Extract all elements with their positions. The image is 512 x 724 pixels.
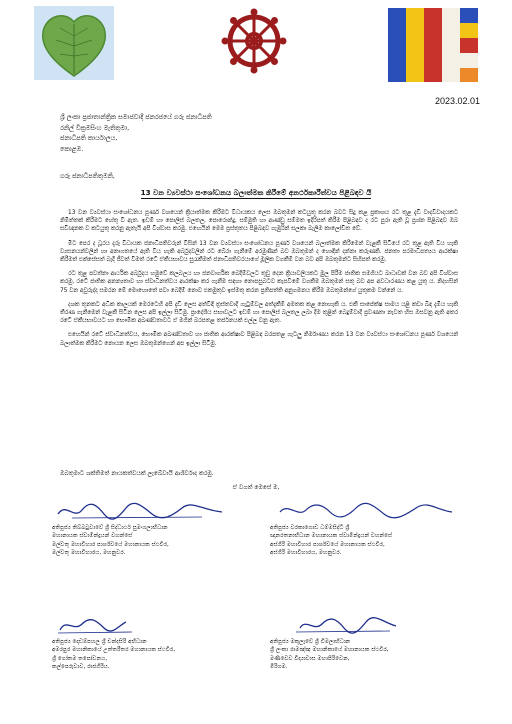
signatory-line: අතිපූජ්‍ය වරකාගොඩ ධම්මසිද්ධි ශ්‍රී: [270, 525, 350, 531]
letter-date: 2023.02.01: [434, 96, 480, 106]
dharma-wheel-icon: [221, 8, 287, 74]
signatory-line: අතිපූජ්‍ය තිබ්බටුවාවේ ශ්‍රී සිද්ධාර්ථ සුමංගලාභිධාන: [52, 525, 168, 531]
signatory-line: මිරිගම.: [270, 664, 288, 671]
body-paragraph: මීට පෙර ද ධූරය දැරූ විධායක ජනාධිපතිවරුන් විසින් 13 වන ව්‍යවස්ථා සංශෝධනය පූර්ණ වශයෙන් බලාත්මක කිරීමෙන් වැළකී සිටියේ රට තුළ ඇති විය හැකි ව්‍යසනයන්වලින් හා අනාගතයේ ඇති විය හැකි අර්බුදවලින් රට බේරා ගැනීමේ අරමුණින් බව ඔබතුමන් ද හොඳින් දන්නා කරුණකි. ජනතා පරමාධිපත්‍යය ආරක්ෂා කිරීමත් එක්සේසත් බැදී ජීවත් වීමත් රටේ ඒකීයභාවය සුරැකීමත් ජනාධිපතිවරයාගේ මූලික වගකීම් වන බව අපි ඔබතුමන්ට සිහිපත් කරමු.: [60, 240, 458, 264]
signatory-line: කල්පෙරුවාව, රාජගිරිය.: [52, 664, 110, 671]
closing-phrase: ඒ වගත් මෙසේ ම,: [232, 484, 280, 491]
body-paragraph: 13 වන ව්‍යවස්ථා සංශෝධනය පූර්ණ වශයෙන් ක්‍රියාත්මක කිරීමට විධායකය ලෙස ඔබතුමන් කටයුතු කරන බවට සිදු කළ ප්‍රකාශය රට තුළ දැඩි වාදවිවාදයකට නිමිත්තක් කිරීමට හේතු වී ඇත. ඉඩම් හා පොලිස් බලතල, පොරොන්දු, සම්මුති හා ආණ්ඩු සම්මත ඉදිරිපත් කිරීම පිළිබඳව ද රට පුරා ඇති වූ ප්‍රශ්න පිළිබඳව ඔබ සවිඥානක ව කටයුතු කරනු ඇතැයි අපි විශ්වාස කරමු. එහෙයින් මෙම ප්‍රස්තුතය පිළිබඳව ගැඹුරින් සලකා බැලීම කාලෝචිත වේ.: [60, 210, 458, 233]
addressee-line: රනිල් වික්‍රමසිංහ මැතිතුමා,: [60, 123, 130, 132]
bodhi-leaf-icon: [34, 6, 114, 80]
addressee-line: ශ්‍රී ලංකා ප්‍රජාතාන්ත්‍රික සමාජවාදී ජනරජයේ ගරු ජනාධිපති: [60, 113, 212, 121]
addressee-line: ජනාධිපති කාර්යාලය,: [60, 134, 118, 142]
signature-block-asgiri: [270, 500, 480, 558]
signatory-line: අතිපූජ්‍ය දොඩම්පහල ශ්‍රී චන්දසිරි අභිධාන: [52, 639, 147, 645]
handwritten-signature: [270, 500, 480, 522]
signatory-line: මල්වතු මහාවිහාර පාර්ශ්වයේ මහානායක ස්ථවිර,: [52, 541, 169, 548]
signature-block-amarapura: [52, 614, 252, 672]
subject-text: 13 වන ව්‍යවස්ථා සංශෝධනය බලාත්මක කිරීමේ අනර්ථකාරීත්වය පිළිබඳව යි: [140, 188, 372, 197]
body-paragraph: එහෙයින් රටේ ස්වාධීනත්වය, භෞමික අඛණ්ඩතාව හා ජාතික ආරක්ෂාව පිළිබඳ බරපතළ ගැටලු නිර්මාණය කරන 13 වන ව්‍යවස්ථා සංශෝධනය පූර්ණ වශයෙන් බලාත්මක කිරීමට නොයන ලෙස ඔබතුමන්ගෙන් අප ඉල්ලා සිටිමු.: [60, 332, 458, 347]
signatory-line: මහානායක ස්වාමීන්ද්‍රයන් වහන්සේ: [52, 533, 133, 540]
closing-blessing: ඔබතුමාට ශක්තිමත් නායකත්වයක් ලැබේවායි ආශිර්වාද කරමු.: [60, 470, 214, 477]
signatory-line: ශ්‍රී ගෝතම තපෝවනය,: [52, 655, 108, 662]
handwritten-signature: [52, 500, 252, 522]
body-paragraph: දශක තුනකට අධික කාලයක් මෙරටෙහි අපි දැඩි ලෙස අත්විඳි ත්‍රස්තවාදී ගැටුම්වල අත්දැකීම් අමතක කළ නොහැකි ය. එකී සාපේක්ෂ සාමය යළි කඩා බිඳ දැමිය හැකි තීරණ ගැනීමෙන් වැළකී සිටින ලෙස අපි ඉල්ලා සිටිමු. ප්‍රාදේශීය සභාවලට ඉඩම් හා පොලිස් බලතල ලබා දීම තුළින් බෙදුම්වාදී ප්‍රවණතා නැවත හිස ඔසවනු ඇති අතර රටේ ඒකීයභාවයට හා භෞමික අඛණ්ඩතාවට ඒ මගින් බරපතළ තර්ජනයක් එල්ල වනු ඇත.: [60, 301, 458, 325]
buddhist-flag-icon: [388, 8, 478, 82]
signatory-line: ශ්‍රී ලංකා රාමඤ්ඤ මහානිකායේ මහානායක ස්ථවිර,: [270, 647, 389, 654]
signatory-line: අමරපුර මහානිකායේ උත්තරීතර මහානායක ස්ථවිර,: [52, 647, 176, 654]
handwritten-signature: [52, 614, 252, 636]
signatory-line: අස්ගිරි මහාවිහාරය, මහනුවර.: [270, 550, 342, 557]
signatory-line: අස්ගිරි මහාවිහාර පාර්ශ්වයේ මහානායක ස්ථවිර,: [270, 541, 385, 548]
signatory-line: ඥානරතනාභිධාන මහානායක ස්වාමීන්ද්‍රයන් වහන්සේ: [270, 533, 393, 540]
signature-block-malwathu: [52, 500, 252, 558]
signatory-line: මණිවෙව විද්‍යාවාස මහාපිරිවෙන,: [270, 655, 350, 662]
signatory-line: මල්වතු මහාවිහාරය, මහනුවර.: [52, 550, 126, 557]
signatory-line: අතිපූජ්‍ය මකුලෑවේ ශ්‍රී විමලාභිධාන: [270, 639, 351, 645]
salutation: ගරු ජනාධිපතිතුමනි,: [60, 172, 115, 180]
body-paragraph: රට තුළ පවත්නා ආර්ථික අර්බුදය හමුවේ කලබලය හා ජනවාර්ගික බෙදීම්වලට තුඩු දෙන ක්‍රියාවලියකට මුල පිරීම ජාතික සමගියට බාධාවක් වන බව අපි විශ්වාස කරමු. රටේ ජාතික අනන්‍යතාව හා ස්වාධීනත්වය ආරක්ෂා කර ගැනීම සඳහා නොපසුබටව කැපවීමේ වගකීම ඔබතුමන් සතු බව අප අවධාරණය කළ යුතු ය. නිදහසින් 75 වන අවුරුද්ද සමරන මේ මොහොතේ පවා බෙදීම් නොව එකමුතුව ඉස්මතු කරන ප්‍රතිපත්ති අනුගමනය කිරීම ඔබතුමන්ගේ යුතුකම වන්නේ ය.: [60, 271, 458, 294]
signature-block-ramanna: [270, 614, 480, 672]
letter-body: [60, 209, 458, 354]
subject-line: [0, 188, 512, 198]
handwritten-signature: [270, 614, 480, 636]
addressee-block: [60, 112, 212, 154]
addressee-line: කොළඹ.: [60, 144, 84, 153]
